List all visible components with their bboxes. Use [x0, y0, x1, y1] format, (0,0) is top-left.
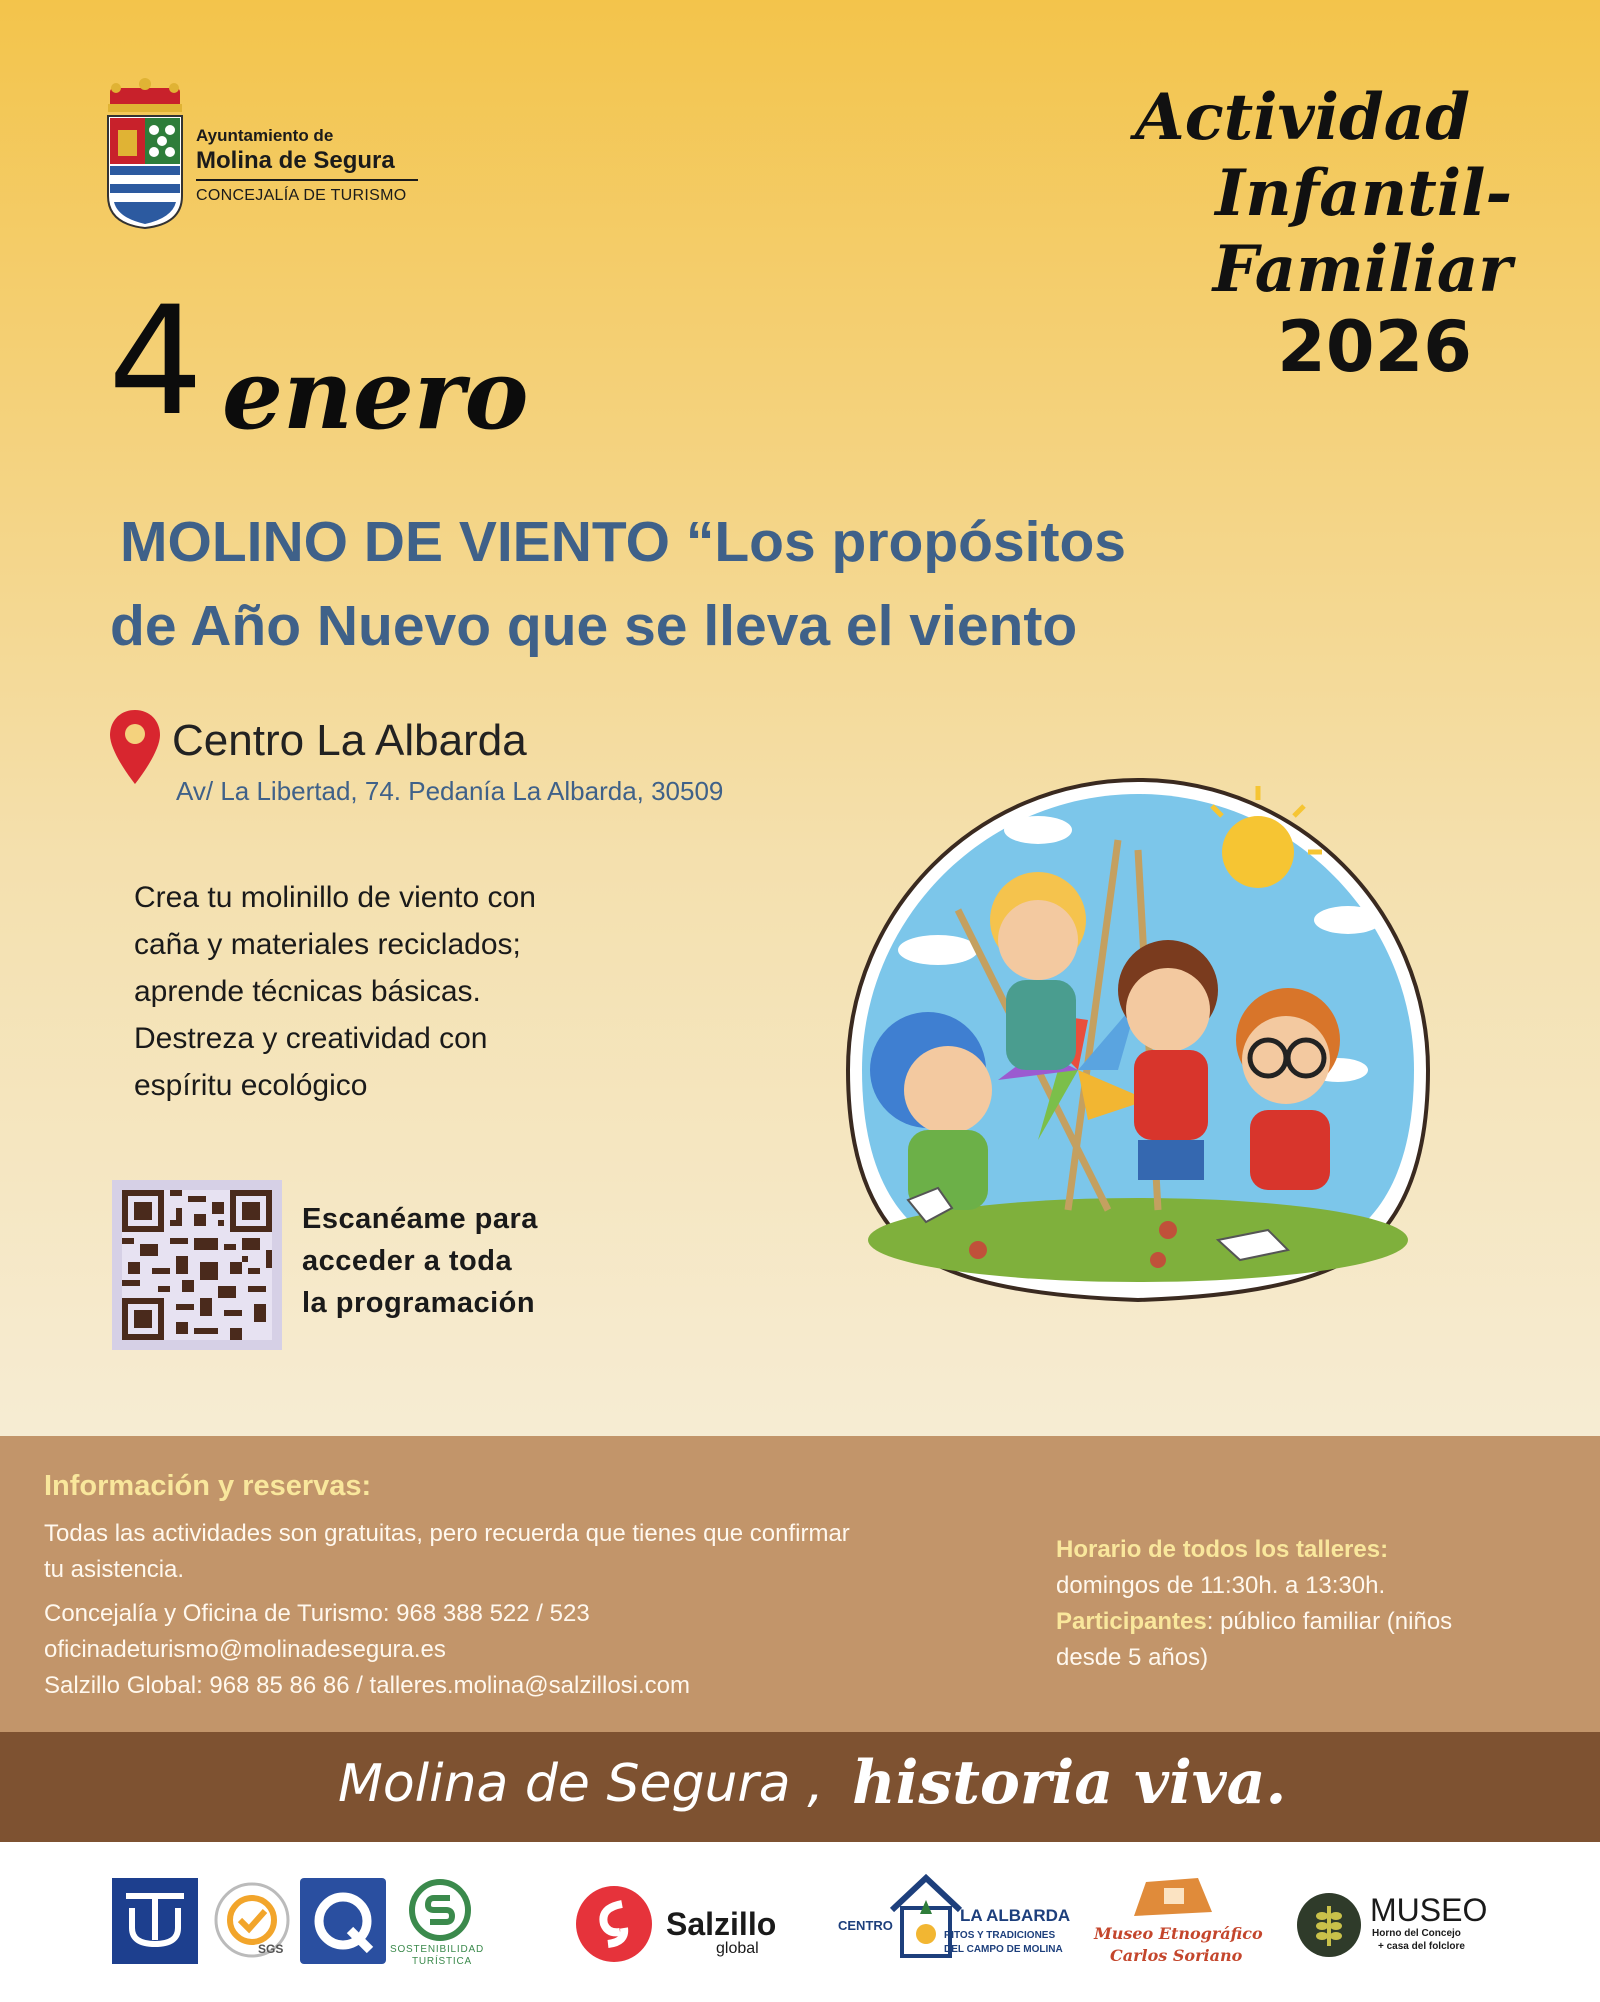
slogan-band	[0, 1732, 1600, 1842]
slogan-part-1: Molina de Segura ,	[338, 1754, 824, 1814]
slogan-part-2: historia viva.	[852, 1748, 1287, 1818]
location-address: Av/ La Libertad, 74. Pedanía La Albarda, 30509	[176, 776, 724, 806]
coat-of-arms-icon	[104, 78, 186, 230]
sgs-label: SGS	[258, 1942, 284, 1956]
description-line: Crea tu molinillo de viento con	[134, 881, 536, 914]
event-month: enero	[222, 338, 529, 451]
event-title-line-2: de Año Nuevo que se lleva el viento	[110, 594, 1078, 658]
info-heading: Información y reservas:	[44, 1470, 372, 1502]
sustainability-icon	[408, 1878, 472, 1942]
children-windmill-illustration	[838, 770, 1438, 1310]
activity-line-2: Infantil-Familiar	[1212, 156, 1512, 307]
activity-line-1: Actividad	[1135, 80, 1470, 155]
q-quality-icon	[300, 1878, 386, 1964]
logo-divider	[196, 179, 418, 181]
logo-line-1: Ayuntamiento de	[196, 126, 334, 145]
museo-etnografico-line-2: Carlos Soriano	[1110, 1946, 1243, 1965]
info-section	[0, 1436, 1600, 1732]
qr-code[interactable]	[112, 1180, 282, 1350]
albarda-centro: CENTRO	[838, 1918, 893, 1933]
sustainability-label-1: SOSTENIBILIDAD	[390, 1944, 484, 1955]
municipality-logo	[104, 78, 444, 228]
description-line: espíritu ecológico	[134, 1069, 368, 1102]
event-title	[110, 500, 1270, 668]
qr-caption-line: Escanéame para	[302, 1203, 538, 1235]
participants-line	[1056, 1604, 1576, 1640]
qr-caption	[302, 1198, 538, 1324]
activity-year: 2026	[1277, 306, 1472, 388]
location-pin-icon	[108, 708, 162, 786]
albarda-name: LA ALBARDA	[960, 1906, 1071, 1925]
info-salzillo: Salzillo Global: 968 85 86 86 / talleres.molina@salzillosi.com	[44, 1672, 691, 1699]
qr-code-icon	[122, 1190, 272, 1340]
museo-etnografico-icon	[1128, 1872, 1218, 1922]
salzillo-sub: global	[716, 1940, 759, 1957]
salzillo-name: Salzillo	[666, 1906, 777, 1942]
description-line: caña y materiales reciclados;	[134, 928, 521, 961]
sustainability-label-2: TURÍSTICA	[412, 1956, 472, 1967]
museo-etnografico-line-1: Museo Etnográfico	[1094, 1924, 1263, 1943]
logo-line-3: CONCEJALÍA DE TURISMO	[196, 187, 407, 204]
museo-sub-1: Horno del Concejo	[1372, 1928, 1461, 1939]
location-name: Centro La Albarda	[172, 716, 527, 765]
description-line: Destreza y creatividad con	[134, 1022, 488, 1055]
info-email[interactable]: oficinadeturismo@molinadesegura.es	[44, 1636, 446, 1663]
info-body	[44, 1516, 1004, 1704]
schedule-box	[1056, 1532, 1576, 1676]
participants-value-2: desde 5 años)	[1056, 1644, 1209, 1671]
description-line: aprende técnicas básicas.	[134, 975, 481, 1008]
schedule-value: domingos de 11:30h. a 13:30h.	[1056, 1572, 1386, 1599]
participants-value: : público familiar (niños	[1206, 1608, 1453, 1635]
qr-caption-line: la programación	[302, 1287, 536, 1319]
info-text: Todas las actividades son gratuitas, pero recuerda que tienes que confirmar	[44, 1520, 850, 1547]
event-description	[134, 874, 654, 1109]
logo-line-2: Molina de Segura	[196, 147, 395, 174]
museo-wheat-icon	[1294, 1890, 1364, 1960]
museo-name: MUSEO	[1370, 1892, 1488, 1928]
activity-heading	[1052, 80, 1512, 386]
museo-sub-2: + casa del folclore	[1378, 1941, 1465, 1952]
info-text: tu asistencia.	[44, 1556, 185, 1583]
event-title-line-1: MOLINO DE VIENTO “Los propósitos	[120, 510, 1126, 574]
participants-heading: Participantes	[1056, 1608, 1207, 1635]
albarda-sub-2: DEL CAMPO DE MOLINA	[944, 1944, 1063, 1955]
salzillo-logo-icon	[574, 1884, 654, 1964]
albarda-sub-1: RITOS Y TRADICIONES	[944, 1930, 1056, 1941]
quality-tourism-logo-icon	[112, 1878, 198, 1964]
info-phone: Concejalía y Oficina de Turismo: 968 388 522 / 523	[44, 1600, 590, 1627]
schedule-heading: Horario de todos los talleres:	[1056, 1536, 1389, 1563]
event-day: 4	[108, 275, 204, 449]
qr-caption-line: acceder a toda	[302, 1245, 513, 1277]
